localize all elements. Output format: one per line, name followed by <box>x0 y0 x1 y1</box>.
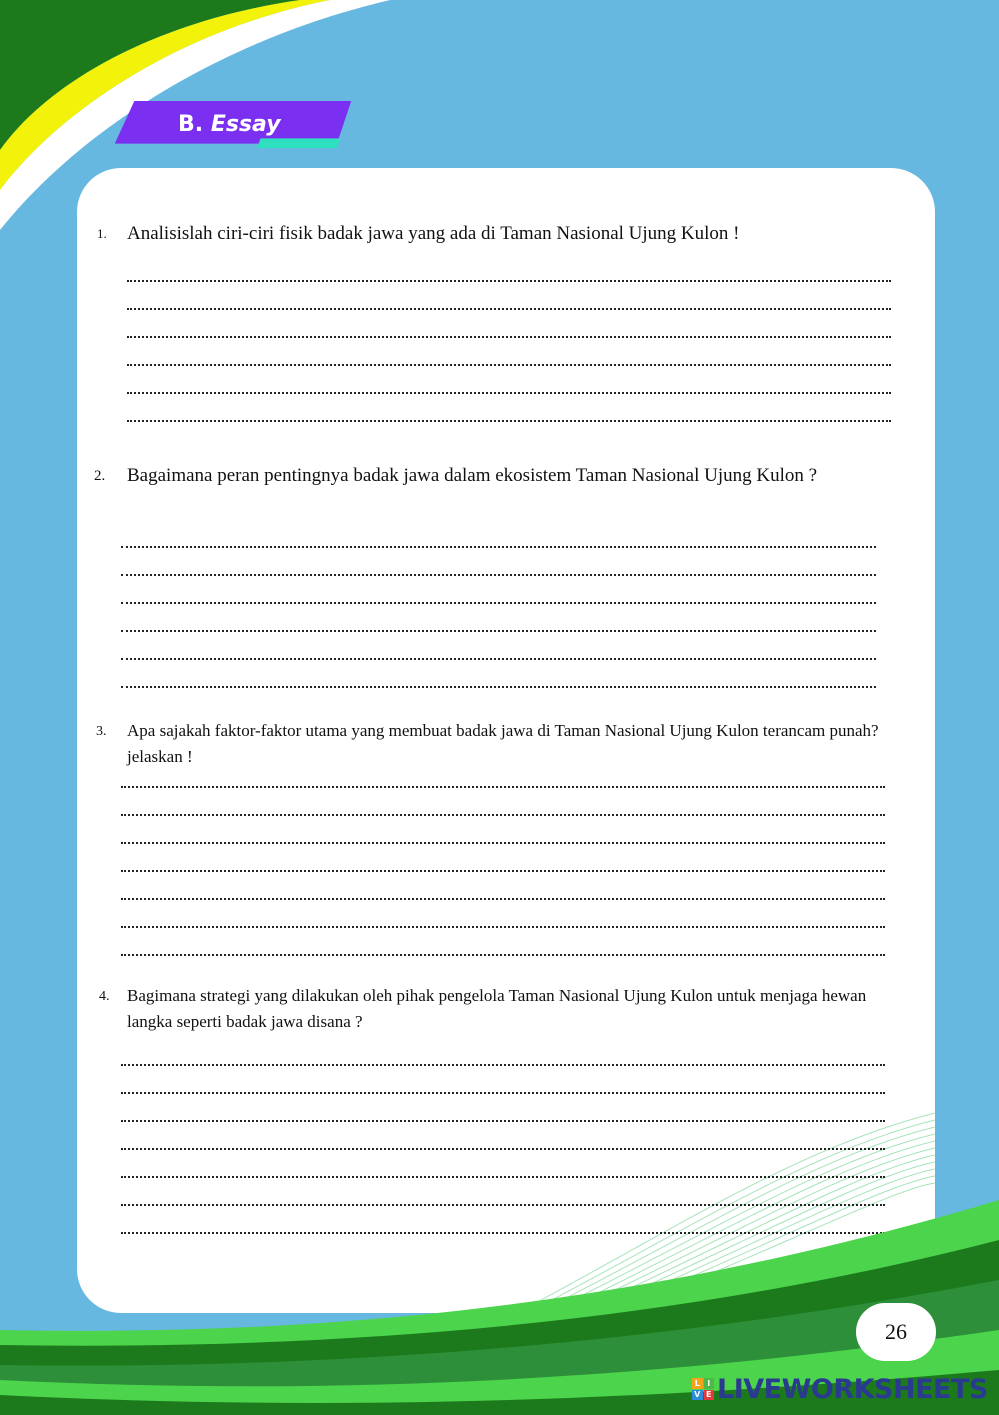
question-number: 3. <box>96 724 107 739</box>
question-number: 4. <box>99 989 110 1004</box>
brand-icon: L I V E <box>692 1378 714 1400</box>
question-text: Analisislah ciri-ciri fisik badak jawa yang ada di Taman Nasional Ujung Kulon ! <box>127 223 740 244</box>
brand-name: LIVEWORKSHEETS <box>717 1373 988 1405</box>
page-number: 26 <box>856 1303 936 1361</box>
question-number: 1. <box>97 226 107 241</box>
liveworksheets-logo <box>692 1372 988 1406</box>
section-title: B. Essay <box>178 112 281 137</box>
question-text: Bagaimana peran pentingnya badak jawa dalam ekosistem Taman Nasional Ujung Kulon ? <box>127 465 818 486</box>
question-number: 2. <box>94 468 106 484</box>
question-text: Bagimana strategi yang dilakukan oleh pihak pengelola Taman Nasional Ujung Kulon untuk menjaga hewan langka seperti badak jawa disana ? <box>127 986 867 1031</box>
question-text: Apa sajakah faktor-faktor utama yang membuat badak jawa di Taman Nasional Ujung Kulon terancam punah? jelaskan ! <box>127 721 879 766</box>
